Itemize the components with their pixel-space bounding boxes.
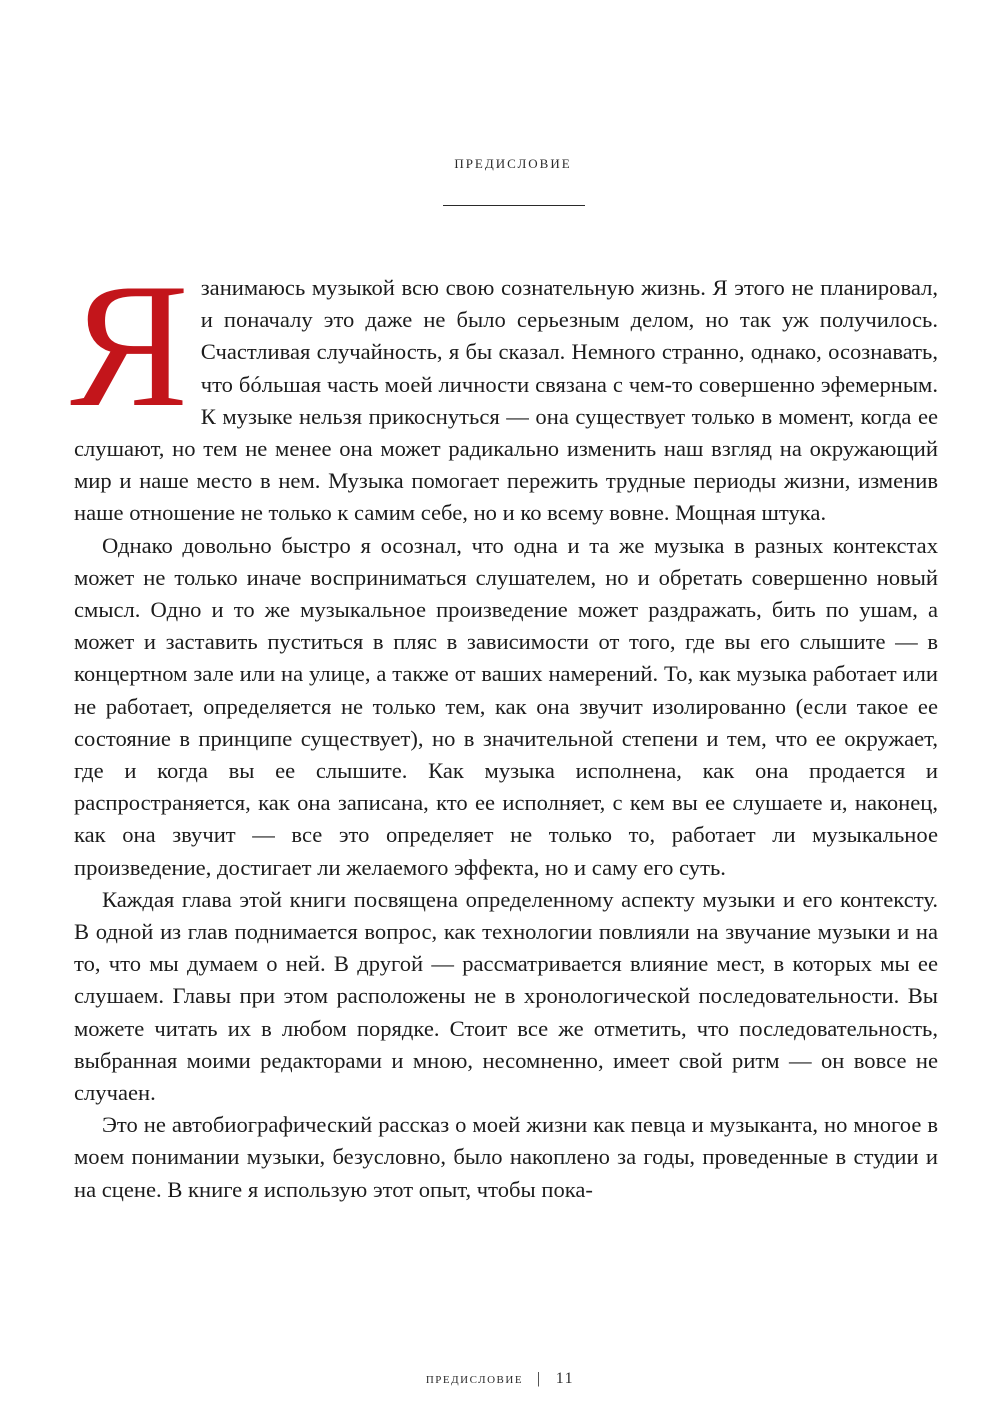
paragraph-1-text: занимаюсь музыкой всю свою сознательную жизнь. Я этого не планировал, и поначалу это даже не было серьезным делом, но так уж получилось. Счастливая случайность, я бы сказал. Немного странно, однако, осознавать, что бóльшая часть моей личности связана с чем-то совершенно эфемерным. К музыке нельзя прикоснуться — она существует только в момент, когда ее слушают, но тем не менее она может радикально изменить наш взгляд на окружающий мир и наше место в нем. Музыка помогает пережить трудные периоды жизни, изменив наше отношение не только к самим себе, но и ко всему вовне. Мощная штука. — [74, 275, 938, 526]
page-number: 11 — [555, 1370, 575, 1387]
body-text — [70, 246, 938, 1206]
paragraph-1 — [70, 246, 938, 530]
paragraph-3: Каждая глава этой книги посвящена определенному аспекту музыки и его контексту. В одной из глав поднимается вопрос, как технологии повлияли на звучание музыки и на то, что мы думаем о ней. В другой — рассматривается влияние мест, в которых мы ее слушаем. Главы при этом расположены не в хронологической последовательности. Вы можете читать их в любом порядке. Стоит все же отметить, что последовательность, выбранная моими редакторами и мною, несомненно, имеет свой ритм — он вовсе не случаен. — [74, 886, 938, 1106]
chapter-title: предисловие — [454, 152, 572, 172]
drop-cap: Я — [70, 246, 189, 444]
running-title: предисловие — [425, 1370, 524, 1387]
footer-separator: | — [537, 1370, 542, 1387]
heading-rule — [443, 205, 585, 206]
paragraph-2: Однако довольно быстро я осознал, что одна и та же музыка в разных контекстах может не только иначе восприниматься слушателем, но и обретать совершенно новый смысл. Одно и то же музыкальное произведение может раздражать, бить по ушам, а может и заставить пуститься в пляс в зависимости от того, где вы его слышите — в концертном зале или на улице, а также от ваших намерений. То, как музыка работает или не работает, определяется не только тем, как она звучит изолированно (если такое ее состояние в принципе существует), но в значительной степени и тем, что ее окружает, где и когда вы ее слышите. Как музыка исполнена, как она продается и распространяется, как она записана, кто ее исполняет, с кем вы ее слушаете и, наконец, как она звучит — все это определяет не только то, работает ли музыкальное произведение, достигает ли желаемого эффекта, но и саму его суть. — [74, 532, 938, 880]
page-footer — [0, 1370, 1000, 1388]
paragraph-4: Это не автобиографический рассказ о моей жизни как певца и музыканта, но многое в моем понимании музыки, безусловно, было накоплено за годы, проведенные в студии и на сцене. В книге я использую этот опыт, чтобы пока- — [74, 1112, 938, 1202]
